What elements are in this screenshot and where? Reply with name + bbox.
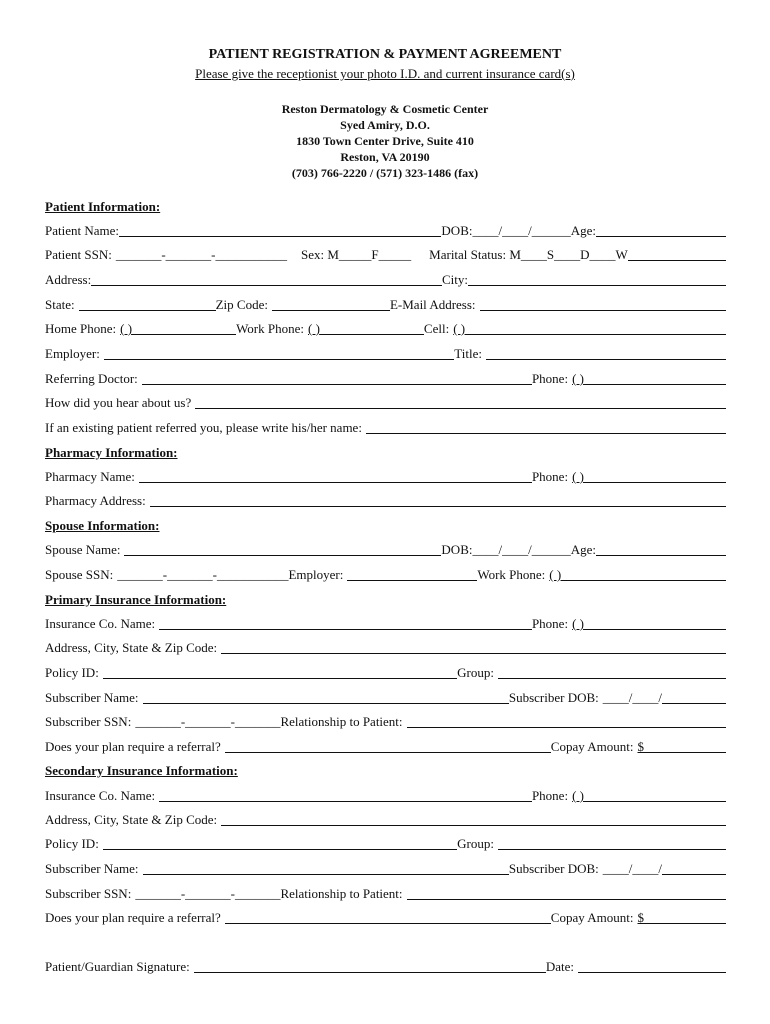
primary-subscriber-label: Subscriber Name: [45,690,139,705]
zip-field[interactable] [272,297,390,311]
secondary-referral-field[interactable] [225,910,551,924]
primary-phone-area[interactable]: ( ) [572,616,584,631]
home-phone-area[interactable]: ( ) [120,321,133,336]
spouse-info-heading: Spouse Information: [45,518,160,533]
office-city: Reston, VA 20190 [340,150,430,164]
secondary-sub-ssn-label: Subscriber SSN: [45,886,132,901]
pharmacy-name-field[interactable] [139,469,532,483]
primary-sub-ssn-label: Subscriber SSN: [45,714,132,729]
spouse-employer-label: Employer: [288,567,344,582]
cell-label: Cell: [423,321,450,336]
hear-about-field[interactable] [195,395,726,409]
primary-subscriber-row [45,689,726,706]
pharmacy-name-row [45,468,726,485]
city-label: City: [441,272,468,287]
phones-row [45,320,726,337]
pharmacy-phone-label: Phone: [531,469,569,484]
primary-insurance-heading: Primary Insurance Information: [45,592,227,607]
age-field[interactable] [596,223,726,237]
spouse-work-phone-label: Work Phone: [477,567,546,582]
secondary-sub-ssn-row [45,885,726,902]
secondary-address-field[interactable] [221,812,726,826]
spouse-name-field[interactable] [124,542,441,556]
secondary-relationship-field[interactable] [407,886,726,900]
secondary-policy-row [45,835,726,852]
address-label: Address: [45,272,92,287]
referred-by-row [45,419,726,436]
primary-sub-ssn-row [45,713,726,730]
patient-ssn-row [45,246,726,263]
office-street: 1830 Town Center Drive, Suite 410 [296,134,474,148]
referring-phone-label: Phone: [531,371,569,386]
state-field[interactable] [79,297,216,311]
work-phone-label: Work Phone: [236,321,304,336]
referred-by-label: If an existing patient referred you, please write his/her name: [45,420,362,435]
primary-relationship-field[interactable] [407,714,726,728]
office-phone: (703) 766-2220 / (571) 323-1486 (fax) [291,166,479,180]
referring-phone-area[interactable]: ( ) [572,371,584,386]
spouse-employer-field[interactable] [347,567,477,581]
secondary-copay-field[interactable] [644,910,726,924]
spouse-ssn-field[interactable]: _______-_______-___________ [117,567,289,582]
date-label: Date: [545,959,574,974]
secondary-copay-label: Copay Amount: [550,910,634,925]
marital-status-line[interactable] [628,247,726,261]
email-label: E-Mail Address: [389,297,476,312]
secondary-insurance-heading: Secondary Insurance Information: [45,763,238,778]
spouse-age-label: Age: [570,542,596,557]
dob-label: DOB: [441,223,473,238]
secondary-phone-area[interactable]: ( ) [572,788,584,803]
primary-relationship-label: Relationship to Patient: [280,714,403,729]
cell-area[interactable]: ( ) [453,321,466,336]
hear-about-label: How did you hear about us? [45,395,192,410]
primary-referral-row [45,738,726,755]
state-label: State: [45,297,75,312]
home-phone-label: Home Phone: [45,321,117,336]
primary-address-label: Address, City, State & Zip Code: [45,640,218,655]
employer-field[interactable] [104,346,454,360]
referring-doctor-row [45,370,726,387]
primary-sub-dob-field[interactable]: ____/____/ [602,690,662,705]
spouse-name-row [45,541,726,558]
spouse-ssn-label: Spouse SSN: [45,567,114,582]
work-phone-field[interactable] [320,321,424,335]
primary-copay-dollar: $ [637,739,644,754]
spouse-ssn-row [45,566,726,583]
job-title-label: Title: [454,346,482,361]
patient-name-label: Patient Name: [45,223,120,238]
referring-phone-field[interactable] [584,371,726,385]
state-row [45,296,726,313]
primary-copay-field[interactable] [644,739,726,753]
zip-label: Zip Code: [215,297,268,312]
referred-by-field[interactable] [366,420,726,434]
primary-referral-field[interactable] [225,739,551,753]
secondary-referral-label: Does your plan require a referral? [45,910,221,925]
patient-info-heading: Patient Information: [45,199,161,214]
cell-field[interactable] [465,321,726,335]
secondary-address-label: Address, City, State & Zip Code: [45,812,218,827]
pharmacy-address-label: Pharmacy Address: [45,493,146,508]
primary-sub-ssn-field[interactable]: _______-_______-_______ [135,714,281,729]
secondary-phone-label: Phone: [531,788,569,803]
secondary-co-row [45,787,726,804]
primary-group-field[interactable] [498,665,726,679]
hear-about-row [45,394,726,411]
primary-sub-dob-label: Subscriber DOB: [508,690,599,705]
secondary-co-label: Insurance Co. Name: [45,788,156,803]
secondary-sub-dob-label: Subscriber DOB: [508,861,599,876]
sex-field[interactable]: Sex: M_____F_____ [301,247,412,262]
secondary-address-row [45,811,726,828]
form-title: PATIENT REGISTRATION & PAYMENT AGREEMENT [208,47,562,62]
secondary-subscriber-label: Subscriber Name: [45,861,139,876]
age-label: Age: [570,223,596,238]
primary-policy-row [45,664,726,681]
work-phone-area[interactable]: ( ) [307,321,320,336]
primary-co-label: Insurance Co. Name: [45,616,156,631]
ssn-label: Patient SSN: [45,247,112,262]
secondary-relationship-label: Relationship to Patient: [280,886,403,901]
primary-co-row [45,615,726,632]
employer-label: Employer: [45,346,100,361]
signature-field[interactable] [194,959,546,973]
primary-subscriber-field[interactable] [143,690,509,704]
spouse-work-phone-field[interactable] [561,567,726,581]
pharmacy-phone-field[interactable] [584,469,726,483]
primary-copay-label: Copay Amount: [550,739,634,754]
primary-referral-label: Does your plan require a referral? [45,739,221,754]
pharmacy-address-field[interactable] [150,493,726,507]
pharmacy-address-row [45,492,726,509]
date-field[interactable] [578,959,726,973]
primary-co-field[interactable] [159,616,532,630]
secondary-subscriber-field[interactable] [143,861,509,875]
primary-address-field[interactable] [221,640,726,654]
primary-group-label: Group: [457,665,494,680]
spouse-dob-field[interactable]: ____/____/______ [472,542,571,557]
signature-label: Patient/Guardian Signature: [45,959,190,974]
secondary-group-label: Group: [457,836,494,851]
secondary-phone-field[interactable] [584,788,726,802]
secondary-co-field[interactable] [159,788,532,802]
patient-name-row [45,222,726,239]
dob-field[interactable]: ____/____/______ [472,223,571,238]
home-phone-field[interactable] [132,321,236,335]
secondary-sub-dob-field[interactable]: ____/____/ [602,861,662,876]
primary-sub-dob-year[interactable] [662,690,726,704]
address-field[interactable] [91,272,442,286]
referring-doctor-label: Referring Doctor: [45,371,138,386]
ssn-field[interactable]: _______-_______-___________ [115,247,287,262]
email-field[interactable] [480,297,726,311]
city-field[interactable] [468,272,726,286]
doctor-name: Syed Amiry, D.O. [340,118,430,132]
primary-phone-field[interactable] [584,616,726,630]
secondary-copay-dollar: $ [637,910,644,925]
form-subtitle: Please give the receptionist your photo I.D. and current insurance card(s) [195,66,575,81]
spouse-name-label: Spouse Name: [45,542,121,557]
patient-name-field[interactable] [119,223,441,237]
secondary-referral-row [45,909,726,926]
employer-row [45,345,726,362]
address-row [45,271,726,288]
spouse-dob-label: DOB: [441,542,473,557]
primary-policy-field[interactable] [103,665,457,679]
spouse-age-field[interactable] [596,542,726,556]
marital-status-field[interactable]: Marital Status: M____S____D____W [429,247,628,262]
primary-address-row [45,639,726,656]
office-name: Reston Dermatology & Cosmetic Center [281,102,489,116]
signature-row [45,958,726,975]
secondary-sub-ssn-field[interactable]: _______-_______-_______ [135,886,281,901]
job-title-field[interactable] [486,346,726,360]
pharmacy-phone-area[interactable]: ( ) [572,469,584,484]
secondary-subscriber-row [45,860,726,877]
secondary-sub-dob-year[interactable] [662,861,726,875]
pharmacy-info-heading: Pharmacy Information: [45,445,178,460]
secondary-group-field[interactable] [498,836,726,850]
primary-phone-label: Phone: [531,616,569,631]
secondary-policy-label: Policy ID: [45,836,99,851]
pharmacy-name-label: Pharmacy Name: [45,469,135,484]
secondary-policy-field[interactable] [103,836,457,850]
spouse-work-phone-area[interactable]: ( ) [549,567,562,582]
primary-policy-label: Policy ID: [45,665,99,680]
referring-doctor-field[interactable] [142,371,532,385]
